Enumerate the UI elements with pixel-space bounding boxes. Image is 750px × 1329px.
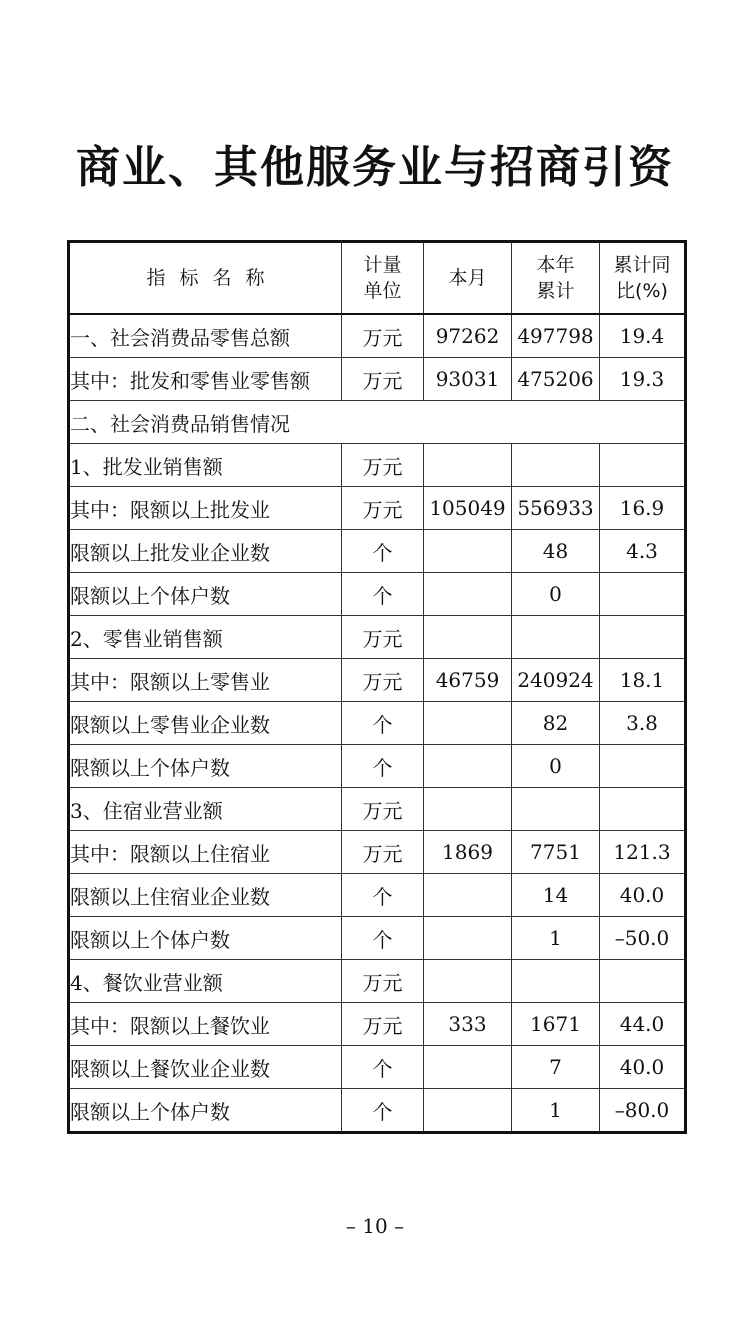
header-yoy-line2: 比(%) (616, 280, 668, 302)
table-row (69, 530, 686, 573)
page-title: 商业、其他服务业与招商引资 (76, 142, 674, 193)
table-body (69, 314, 686, 1133)
this-month-cell (424, 702, 512, 745)
year-to-date-cell: 1671 (512, 1003, 600, 1046)
header-yoy-change (600, 242, 686, 315)
unit-cell: 万元 (342, 960, 424, 1003)
table-row (69, 616, 686, 659)
yoy-change-cell: 3.8 (600, 702, 686, 745)
unit-cell: 万元 (342, 314, 424, 358)
unit-cell: 万元 (342, 659, 424, 702)
table-row (69, 487, 686, 530)
indicator-name-cell: 其中：限额以上餐饮业 (69, 1003, 342, 1046)
indicator-name-cell: 限额以上住宿业企业数 (69, 874, 342, 917)
year-to-date-cell: 7751 (512, 831, 600, 874)
unit-cell: 万元 (342, 831, 424, 874)
this-month-cell: 97262 (424, 314, 512, 358)
indicator-name-cell: 限额以上个体户数 (69, 745, 342, 788)
year-to-date-cell (512, 444, 600, 487)
this-month-cell (424, 874, 512, 917)
this-month-cell (424, 530, 512, 573)
header-unit-line1: 计量 (363, 254, 402, 276)
year-to-date-cell: 240924 (512, 659, 600, 702)
indicator-name-cell: 一、社会消费品零售总额 (69, 314, 342, 358)
yoy-change-cell: –50.0 (600, 917, 686, 960)
unit-cell: 个 (342, 1089, 424, 1133)
header-unit (342, 242, 424, 315)
header-ytd-line1: 本年 (536, 254, 575, 276)
table-row (69, 702, 686, 745)
table-row (69, 960, 686, 1003)
table-row (69, 745, 686, 788)
table-row (69, 314, 686, 358)
unit-cell: 万元 (342, 616, 424, 659)
yoy-change-cell: 121.3 (600, 831, 686, 874)
this-month-cell: 1869 (424, 831, 512, 874)
year-to-date-cell: 14 (512, 874, 600, 917)
table-row (69, 788, 686, 831)
unit-cell: 万元 (342, 1003, 424, 1046)
year-to-date-cell: 48 (512, 530, 600, 573)
this-month-cell (424, 616, 512, 659)
yoy-change-cell: 16.9 (600, 487, 686, 530)
table-row (69, 874, 686, 917)
yoy-change-cell: –80.0 (600, 1089, 686, 1133)
yoy-change-cell: 19.4 (600, 314, 686, 358)
this-month-cell (424, 1089, 512, 1133)
page-number: – 10 – (345, 1214, 405, 1238)
header-yoy-line1: 累计同 (613, 254, 671, 276)
this-month-cell (424, 917, 512, 960)
this-month-cell: 105049 (424, 487, 512, 530)
year-to-date-cell: 475206 (512, 358, 600, 401)
header-this-month: 本月 (424, 242, 512, 315)
indicator-name-cell: 其中：限额以上批发业 (69, 487, 342, 530)
this-month-cell (424, 745, 512, 788)
year-to-date-cell: 0 (512, 745, 600, 788)
unit-cell: 个 (342, 573, 424, 616)
year-to-date-cell: 0 (512, 573, 600, 616)
year-to-date-cell: 1 (512, 917, 600, 960)
yoy-change-cell: 4.3 (600, 530, 686, 573)
indicator-name-cell: 其中：限额以上零售业 (69, 659, 342, 702)
this-month-cell (424, 573, 512, 616)
yoy-change-cell (600, 745, 686, 788)
section-heading-cell: 二、社会消费品销售情况 (69, 401, 686, 444)
this-month-cell (424, 960, 512, 1003)
table-row (69, 1089, 686, 1133)
this-month-cell: 93031 (424, 358, 512, 401)
table-row (69, 1003, 686, 1046)
header-ytd-line2: 累计 (536, 280, 575, 302)
year-to-date-cell (512, 616, 600, 659)
yoy-change-cell: 19.3 (600, 358, 686, 401)
year-to-date-cell: 497798 (512, 314, 600, 358)
unit-cell: 万元 (342, 487, 424, 530)
table-row (69, 831, 686, 874)
table-row (69, 358, 686, 401)
yoy-change-cell: 40.0 (600, 1046, 686, 1089)
indicator-name-cell: 其中：批发和零售业零售额 (69, 358, 342, 401)
yoy-change-cell (600, 788, 686, 831)
this-month-cell (424, 444, 512, 487)
unit-cell: 个 (342, 745, 424, 788)
yoy-change-cell (600, 960, 686, 1003)
table-row (69, 444, 686, 487)
unit-cell: 个 (342, 702, 424, 745)
indicator-name-cell: 1、批发业销售额 (69, 444, 342, 487)
indicator-name-cell: 4、餐饮业营业额 (69, 960, 342, 1003)
table-row (69, 659, 686, 702)
unit-cell: 万元 (342, 444, 424, 487)
year-to-date-cell (512, 788, 600, 831)
year-to-date-cell: 556933 (512, 487, 600, 530)
header-indicator-name: 指标名称 (69, 242, 342, 315)
indicator-name-cell: 2、零售业销售额 (69, 616, 342, 659)
unit-cell: 个 (342, 1046, 424, 1089)
unit-cell: 万元 (342, 358, 424, 401)
table-row (69, 1046, 686, 1089)
yoy-change-cell: 18.1 (600, 659, 686, 702)
statistics-table (67, 240, 687, 1134)
year-to-date-cell: 82 (512, 702, 600, 745)
table-row (69, 401, 686, 444)
yoy-change-cell: 40.0 (600, 874, 686, 917)
table-header-row (69, 242, 686, 315)
indicator-name-cell: 限额以上个体户数 (69, 1089, 342, 1133)
indicator-name-cell: 限额以上个体户数 (69, 917, 342, 960)
indicator-name-cell: 限额以上批发业企业数 (69, 530, 342, 573)
year-to-date-cell (512, 960, 600, 1003)
yoy-change-cell (600, 444, 686, 487)
year-to-date-cell: 7 (512, 1046, 600, 1089)
this-month-cell: 46759 (424, 659, 512, 702)
this-month-cell (424, 788, 512, 831)
indicator-name-cell: 限额以上个体户数 (69, 573, 342, 616)
yoy-change-cell: 44.0 (600, 1003, 686, 1046)
indicator-name-cell: 其中：限额以上住宿业 (69, 831, 342, 874)
year-to-date-cell: 1 (512, 1089, 600, 1133)
unit-cell: 万元 (342, 788, 424, 831)
unit-cell: 个 (342, 874, 424, 917)
this-month-cell: 333 (424, 1003, 512, 1046)
table-row (69, 917, 686, 960)
table-row (69, 573, 686, 616)
unit-cell: 个 (342, 530, 424, 573)
indicator-name-cell: 3、住宿业营业额 (69, 788, 342, 831)
this-month-cell (424, 1046, 512, 1089)
header-year-to-date (512, 242, 600, 315)
yoy-change-cell (600, 616, 686, 659)
indicator-name-cell: 限额以上餐饮业企业数 (69, 1046, 342, 1089)
indicator-name-cell: 限额以上零售业企业数 (69, 702, 342, 745)
yoy-change-cell (600, 573, 686, 616)
header-unit-line2: 单位 (363, 280, 402, 302)
unit-cell: 个 (342, 917, 424, 960)
